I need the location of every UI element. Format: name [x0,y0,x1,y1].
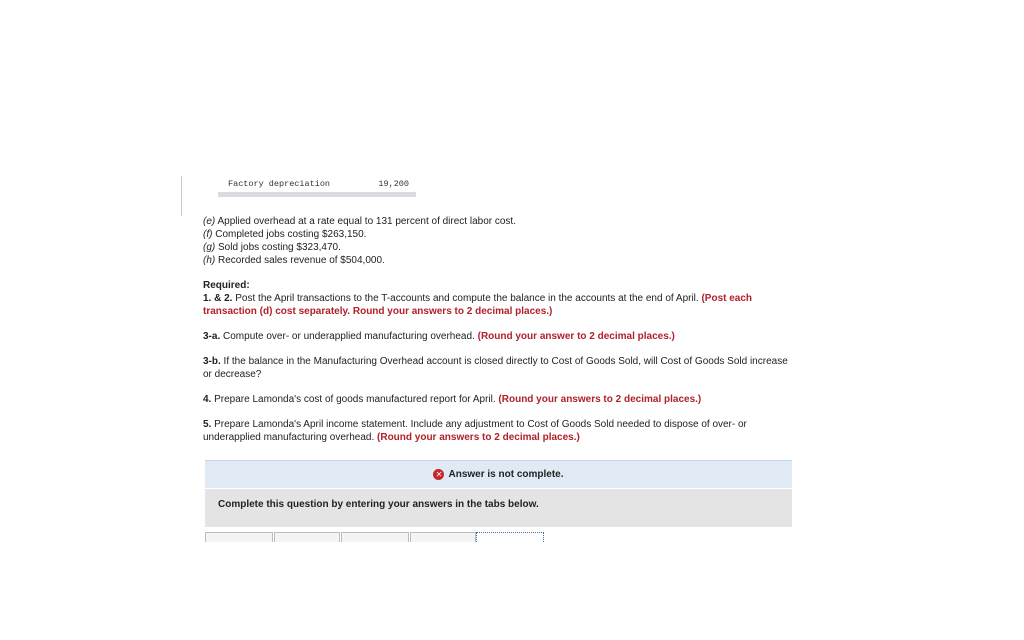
tab-5[interactable] [476,532,544,542]
required-section [203,279,793,456]
requirement-5: 5. Prepare Lamonda's April income statement. Include any adjustment to Cost of Goods Sold needed to dispose of over- or underapplied manufacturing overhead. (Round your answers to 2 decimal places.) [203,419,747,443]
requirement-3a: 3-a. Compute over- or underapplied manufacturing overhead. (Round your answer to 2 decimal places.) [203,331,675,342]
requirement-3b: 3-b. If the balance in the Manufacturing Overhead account is closed directly to Cost of Goods Sold, will Cost of Goods Sold increase or decrease? [203,356,788,380]
tab-4[interactable] [410,532,476,542]
answer-status-text: Answer is not complete. [448,469,564,480]
row-label: Factory depreciation [228,179,331,189]
factory-depreciation-row [218,178,416,198]
transaction-e: (e) Applied overhead at a rate equal to 131 percent of direct labor cost. [203,216,516,227]
row-value: 19,200 [378,179,409,189]
instructions-box [205,489,792,527]
left-divider [181,176,182,216]
requirement-4: 4. Prepare Lamonda's cost of goods manufactured report for April. (Round your answers to 2 decimal places.) [203,394,702,405]
transaction-g: (g) Sold jobs costing $323,470. [203,242,341,253]
tab-2[interactable] [274,532,340,542]
required-heading: Required: [203,280,250,291]
requirement-1-2: 1. & 2. Post the April transactions to the T-accounts and compute the balance in the accounts at the end of April. (Post each transaction (d) cost separately. Round your answers to 2 decimal places.) [203,293,753,317]
answer-tabs [205,532,545,542]
instructions-text: Complete this question by entering your answers in the tabs below. [218,499,539,510]
x-circle-icon: ✕ [433,469,444,480]
transaction-f: (f) Completed jobs costing $263,150. [203,229,367,240]
row-shade [218,192,416,197]
tab-1[interactable] [205,532,273,542]
tab-3[interactable] [341,532,409,542]
transaction-list [203,215,793,267]
transaction-h: (h) Recorded sales revenue of $504,000. [203,255,385,266]
answer-status-banner [205,460,792,488]
